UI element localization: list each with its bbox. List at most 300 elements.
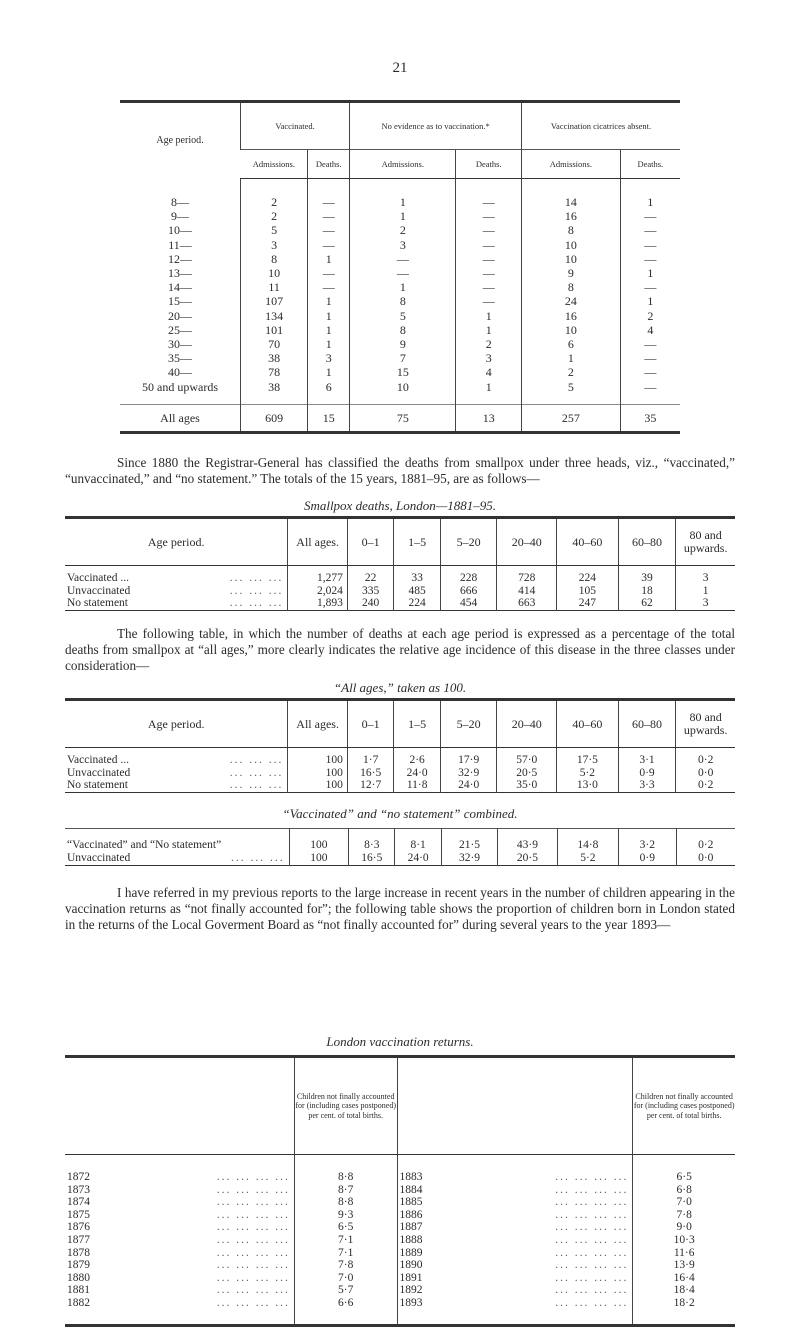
value-cell: 454 — [440, 597, 497, 610]
value-cell: 414 — [497, 585, 557, 598]
value-cell: — — [308, 223, 350, 237]
year-cell — [65, 1209, 294, 1222]
table-row — [120, 209, 680, 223]
year-cell — [397, 1196, 633, 1209]
value-cell: 3·1 — [618, 748, 676, 767]
value-cell: 11 — [241, 280, 308, 294]
smallpox-deaths-body — [65, 566, 735, 611]
combined-body — [65, 829, 735, 866]
age-cell: 11— — [168, 237, 192, 252]
value-cell: 32·9 — [441, 852, 497, 866]
value-cell: 2 — [620, 309, 680, 323]
value-cell: 663 — [497, 597, 557, 610]
value-cell: 33 — [394, 566, 440, 585]
table-header-row — [65, 700, 735, 748]
total-value: 75 — [350, 404, 456, 432]
value-cell: 70 — [241, 337, 308, 351]
row-label: Unvaccinated — [67, 852, 131, 864]
value-cell: 32·9 — [440, 767, 497, 780]
value-cell: 1 — [620, 266, 680, 280]
spacer-cell — [350, 394, 456, 405]
column-header: 60–80 — [618, 518, 676, 566]
caption-all-ages: “All ages,” taken as 100. — [333, 680, 467, 695]
value-cell: 8 — [350, 323, 456, 337]
percent-value: 6·5 — [633, 1155, 735, 1184]
value-cell: 224 — [394, 597, 440, 610]
value-cell: 3 — [456, 351, 522, 365]
value-cell: 12·7 — [347, 779, 393, 792]
value-cell: 0·9 — [618, 767, 676, 780]
value-cell: 2·6 — [394, 748, 440, 767]
value-cell: 240 — [347, 597, 393, 610]
percent-value: 8·8 — [294, 1196, 397, 1209]
caption-combined: “Vaccinated” and “no statement” combined. — [282, 806, 518, 821]
value-cell: 100 — [289, 829, 348, 853]
leader-dots: ... ... ... ... — [216, 1296, 290, 1309]
deaths-header: Deaths. — [620, 150, 680, 179]
value-cell: 335 — [347, 585, 393, 598]
value-cell: 3 — [308, 351, 350, 365]
year-label: 1886 — [399, 1208, 423, 1221]
table-row — [65, 1221, 735, 1234]
value-cell: 101 — [241, 323, 308, 337]
table-row — [120, 309, 680, 323]
year-cell — [65, 1297, 294, 1325]
paragraph-percentage: The following table, in which the number of deaths at each age period is expressed as a percentage of the total deaths from smallpox at “all ages,” more clearly indicates the relative age incidence of this disease in the three classes under consideration— — [65, 626, 735, 673]
table-row — [65, 566, 735, 585]
age-cell: 13— — [168, 266, 192, 281]
column-header: 40–60 — [557, 700, 619, 748]
table-row — [120, 266, 680, 280]
value-cell: — — [456, 179, 522, 210]
age-cell: 12— — [168, 251, 192, 266]
row-label: No statement — [67, 779, 128, 791]
leader-dots: ... ... ... ... — [555, 1183, 629, 1196]
percent-value: 6·5 — [294, 1221, 397, 1234]
percent-header-right: Children not finally accounted for (including cases postponed) per cent. of total births. — [633, 1057, 735, 1155]
value-cell: — — [620, 351, 680, 365]
table-row — [65, 852, 735, 866]
year-cell — [65, 1196, 294, 1209]
table-header-row — [65, 518, 735, 566]
percent-value: 6·6 — [294, 1297, 397, 1325]
value-cell: 1 — [350, 179, 456, 210]
value-cell: 1 — [456, 323, 522, 337]
leader-dots: ... ... ... ... — [555, 1284, 629, 1297]
value-cell: — — [456, 252, 522, 266]
value-cell: — — [620, 238, 680, 252]
value-cell: 1 — [308, 252, 350, 266]
age-vaccination-body — [120, 179, 680, 433]
value-cell: 14·8 — [557, 829, 618, 853]
leader-dots: ... ... ... — [229, 597, 284, 609]
paragraph-registrar: Since 1880 the Registrar-General has classified the deaths from smallpox under three heads, viz., “vaccinated,” “unvaccinated,” and “no statement.” The totals of the 15 years, 1881–95, are as follows— — [65, 455, 735, 486]
value-cell: 3 — [676, 566, 735, 585]
value-cell: 100 — [289, 852, 348, 866]
value-cell: 3 — [241, 238, 308, 252]
total-value: 609 — [241, 404, 308, 432]
age-cell: 10— — [168, 223, 192, 238]
leader-dots: ... ... ... ... — [216, 1246, 290, 1259]
leader-dots: ... ... ... ... — [555, 1171, 629, 1183]
row-label-cell — [65, 829, 289, 853]
total-value: 257 — [522, 404, 621, 432]
table-row — [65, 1155, 735, 1184]
year-label: 1881 — [67, 1284, 90, 1297]
value-cell: 20·5 — [497, 767, 557, 780]
age-cell: 35— — [168, 351, 192, 366]
column-header: All ages. — [288, 700, 348, 748]
admissions-header: Admissions. — [350, 150, 456, 179]
value-cell: 485 — [394, 585, 440, 598]
leader-dots: ... ... ... ... — [216, 1221, 290, 1234]
column-header: 0–1 — [347, 700, 393, 748]
percent-value: 7·1 — [294, 1234, 397, 1247]
column-header: 0–1 — [347, 518, 393, 566]
leader-dots: ... ... ... ... — [555, 1259, 629, 1272]
column-header: 40–60 — [557, 518, 619, 566]
percent-value: 6·8 — [633, 1184, 735, 1197]
row-label: No statement — [67, 597, 128, 609]
column-header: 60–80 — [618, 700, 676, 748]
year-label: 1893 — [399, 1296, 423, 1309]
percent-value: 8·8 — [294, 1155, 397, 1184]
leader-dots: ... ... ... ... — [216, 1171, 290, 1183]
value-cell: — — [350, 252, 456, 266]
age-period-header: Age period. — [120, 102, 241, 179]
age-cell: 25— — [168, 322, 192, 337]
leader-dots: ... ... ... ... — [216, 1259, 290, 1272]
value-cell: — — [620, 337, 680, 351]
value-cell: — — [620, 379, 680, 393]
value-cell: 10 — [522, 252, 621, 266]
age-cell: 30— — [168, 336, 192, 351]
value-cell: 8 — [350, 294, 456, 308]
value-cell: 16·5 — [349, 852, 395, 866]
year-label: 1872 — [67, 1171, 90, 1183]
table-row — [65, 767, 735, 780]
value-cell: — — [308, 266, 350, 280]
leader-dots: ... ... ... ... — [555, 1208, 629, 1221]
value-cell: — — [620, 209, 680, 223]
year-label: 1892 — [399, 1284, 423, 1297]
value-cell: 5 — [241, 223, 308, 237]
value-cell: 38 — [241, 351, 308, 365]
table-row — [65, 1234, 735, 1247]
value-cell: — — [620, 223, 680, 237]
table-row — [65, 779, 735, 792]
value-cell: 5·2 — [557, 767, 619, 780]
value-cell: — — [308, 238, 350, 252]
percent-value: 8·7 — [294, 1184, 397, 1197]
value-cell: 1 — [620, 179, 680, 210]
row-label: Vaccinated ... — [67, 572, 129, 584]
percent-value: 13·9 — [633, 1259, 735, 1272]
deaths-header: Deaths. — [456, 150, 522, 179]
percent-value: 10·3 — [633, 1234, 735, 1247]
total-value: 13 — [456, 404, 522, 432]
year-cell — [397, 1221, 633, 1234]
table-row — [120, 179, 680, 210]
year-label: 1878 — [67, 1246, 90, 1259]
total-label: All ages — [120, 404, 241, 432]
value-cell: 0·2 — [676, 748, 735, 767]
value-cell: 35·0 — [497, 779, 557, 792]
total-value: 15 — [308, 404, 350, 432]
value-cell: 8 — [522, 280, 621, 294]
value-cell: 10 — [522, 323, 621, 337]
leader-dots: ... ... ... — [229, 779, 284, 791]
london-vaccination-body — [65, 1155, 735, 1326]
value-cell: 2 — [241, 209, 308, 223]
value-cell: 10 — [241, 266, 308, 280]
value-cell: 1 — [308, 309, 350, 323]
year-label: 1874 — [67, 1196, 90, 1209]
row-label: Vaccinated ... — [67, 754, 129, 766]
value-cell: 16·5 — [347, 767, 393, 780]
value-cell: 2 — [456, 337, 522, 351]
value-cell: 1 — [308, 294, 350, 308]
percent-value: 7·0 — [633, 1196, 735, 1209]
year-cell — [65, 1184, 294, 1197]
caption-london-returns: London vaccination returns. — [326, 1034, 474, 1049]
table-row — [65, 1259, 735, 1272]
year-label: 1888 — [399, 1233, 423, 1246]
age-cell: 40— — [168, 365, 192, 380]
year-cell — [65, 1247, 294, 1260]
admissions-header: Admissions. — [522, 150, 621, 179]
value-cell: 17·9 — [440, 748, 497, 767]
year-header-left — [65, 1057, 294, 1155]
leader-dots: ... ... ... ... — [216, 1233, 290, 1246]
year-label: 1879 — [67, 1259, 90, 1272]
year-label: 1887 — [399, 1221, 423, 1234]
value-cell: — — [456, 266, 522, 280]
value-cell: 13·0 — [557, 779, 619, 792]
value-cell: — — [308, 179, 350, 210]
no-evidence-group-header: No evidence as to vaccination.* — [350, 102, 522, 150]
value-cell: 247 — [557, 597, 619, 610]
value-cell: 9 — [350, 337, 456, 351]
year-label: 1877 — [67, 1233, 90, 1246]
table-row — [65, 1196, 735, 1209]
year-label: 1891 — [399, 1271, 423, 1284]
value-cell: 38 — [241, 379, 308, 393]
year-cell — [65, 1259, 294, 1272]
year-cell — [65, 1284, 294, 1297]
value-cell: — — [350, 266, 456, 280]
value-cell: 0·2 — [676, 829, 735, 853]
value-cell: 18 — [618, 585, 676, 598]
value-cell: 21·5 — [441, 829, 497, 853]
year-label: 1890 — [399, 1259, 423, 1272]
year-cell — [397, 1284, 633, 1297]
value-cell: 134 — [241, 309, 308, 323]
value-cell: 5 — [350, 309, 456, 323]
column-header: 5–20 — [440, 518, 497, 566]
value-cell: 15 — [350, 365, 456, 379]
percent-value: 18·4 — [633, 1284, 735, 1297]
value-cell: 100 — [288, 779, 348, 792]
value-cell: 8·1 — [395, 829, 441, 853]
value-cell: 10 — [350, 379, 456, 393]
caption-smallpox-deaths: Smallpox deaths, London—1881–95. — [303, 498, 497, 513]
value-cell: 105 — [557, 585, 619, 598]
table-row — [65, 748, 735, 767]
value-cell: 22 — [347, 566, 393, 585]
leader-dots: ... ... ... — [229, 766, 284, 779]
spacer-cell — [620, 394, 680, 405]
year-cell — [397, 1297, 633, 1325]
spacer-cell — [522, 394, 621, 405]
column-header: 1–5 — [394, 700, 440, 748]
paragraph-vaccination-returns: I have referred in my previous reports to the large increase in recent years in the number of children appearing in the vaccination returns as “not finally accounted for”; the following table shows the proportion of children born in London stated in the returns of the Local Goverment Board as “not finally accounted for” during several years to the year 1893— — [65, 885, 735, 932]
value-cell: 1 — [456, 379, 522, 393]
percent-value: 11·6 — [633, 1247, 735, 1260]
percent-value: 9·3 — [294, 1209, 397, 1222]
table-row — [65, 1272, 735, 1285]
row-label-cell — [65, 597, 288, 610]
leader-dots: ... ... ... ... — [216, 1208, 290, 1221]
year-cell — [397, 1247, 633, 1260]
row-label-cell — [65, 748, 288, 767]
table-row — [120, 280, 680, 294]
value-cell: — — [456, 280, 522, 294]
table-row — [120, 294, 680, 308]
percent-value: 7·1 — [294, 1247, 397, 1260]
year-label: 1885 — [399, 1196, 423, 1209]
column-header: 1–5 — [394, 518, 440, 566]
year-cell — [65, 1155, 294, 1184]
percent-value: 5·7 — [294, 1284, 397, 1297]
leader-dots: ... ... ... ... — [555, 1246, 629, 1259]
value-cell: 728 — [497, 566, 557, 585]
value-cell: 10 — [522, 238, 621, 252]
value-cell: 2 — [241, 179, 308, 210]
value-cell: 4 — [456, 365, 522, 379]
table-row — [65, 1297, 735, 1325]
value-cell: 6 — [308, 379, 350, 393]
table-row — [120, 223, 680, 237]
value-cell: 3·2 — [619, 829, 676, 853]
value-cell: 1 — [308, 323, 350, 337]
table-row — [65, 1184, 735, 1197]
year-cell — [65, 1234, 294, 1247]
year-label: 1884 — [399, 1183, 423, 1196]
year-label: 1883 — [399, 1171, 423, 1183]
leader-dots: ... ... ... ... — [555, 1271, 629, 1284]
percent-value: 7·8 — [633, 1209, 735, 1222]
column-header: 80 and upwards. — [676, 700, 735, 748]
table-row — [120, 365, 680, 379]
percent-value: 18·2 — [633, 1297, 735, 1325]
table-row — [65, 1284, 735, 1297]
value-cell: — — [456, 238, 522, 252]
value-cell: 0·0 — [676, 767, 735, 780]
percent-value: 7·0 — [294, 1272, 397, 1285]
value-cell: 62 — [618, 597, 676, 610]
table-row — [65, 829, 735, 853]
combined-table — [65, 828, 735, 866]
value-cell: 1 — [676, 585, 735, 598]
year-cell — [397, 1184, 633, 1197]
table-row — [120, 379, 680, 393]
age-cell: 15— — [168, 294, 192, 309]
year-header-right — [397, 1057, 633, 1155]
value-cell: 1·7 — [347, 748, 393, 767]
value-cell: 78 — [241, 365, 308, 379]
value-cell: 2 — [350, 223, 456, 237]
year-label: 1875 — [67, 1208, 90, 1221]
value-cell: 5·2 — [557, 852, 618, 866]
year-label: 1876 — [67, 1221, 90, 1234]
table-row — [65, 585, 735, 598]
spacer-cell — [120, 394, 241, 405]
table-row — [120, 252, 680, 266]
leader-dots: ... ... ... ... — [555, 1233, 629, 1246]
column-header: 20–40 — [497, 518, 557, 566]
value-cell: 0·2 — [676, 779, 735, 792]
leader-dots: ... ... ... ... — [216, 1284, 290, 1297]
age-cell: 8— — [171, 194, 189, 209]
year-cell — [397, 1272, 633, 1285]
value-cell: 1 — [456, 309, 522, 323]
value-cell: 1 — [522, 351, 621, 365]
value-cell: 43·9 — [498, 829, 557, 853]
total-row — [120, 404, 680, 432]
row-label: Unvaccinated — [67, 584, 131, 597]
value-cell: 57·0 — [497, 748, 557, 767]
value-cell: — — [456, 294, 522, 308]
row-label-cell — [65, 585, 288, 598]
row-label-cell — [65, 767, 288, 780]
age-vaccination-table — [120, 100, 680, 434]
leader-dots: ... ... ... ... — [555, 1196, 629, 1209]
year-cell — [397, 1155, 633, 1184]
column-header: 20–40 — [497, 700, 557, 748]
year-label: 1889 — [399, 1246, 423, 1259]
value-cell: 1 — [350, 280, 456, 294]
vaccinated-group-header: Vaccinated. — [241, 102, 350, 150]
value-cell: — — [308, 280, 350, 294]
row-label-cell — [65, 566, 288, 585]
value-cell: 1,277 — [288, 566, 348, 585]
value-cell: 8 — [241, 252, 308, 266]
value-cell: 24 — [522, 294, 621, 308]
year-cell — [65, 1221, 294, 1234]
value-cell: 24·0 — [440, 779, 497, 792]
column-header: Age period. — [65, 700, 288, 748]
percent-value: 9·0 — [633, 1221, 735, 1234]
page-number: 21 — [392, 60, 408, 76]
value-cell: — — [620, 252, 680, 266]
leader-dots: ... ... ... ... — [555, 1221, 629, 1234]
value-cell: 17·5 — [557, 748, 619, 767]
column-header: 5–20 — [440, 700, 497, 748]
value-cell: 8·3 — [349, 829, 395, 853]
value-cell: — — [620, 365, 680, 379]
value-cell: 16 — [522, 309, 621, 323]
value-cell: 24·0 — [395, 852, 441, 866]
spacer-cell — [241, 394, 308, 405]
percentage-table — [65, 698, 735, 793]
smallpox-deaths-table — [65, 516, 735, 611]
table-row — [65, 597, 735, 610]
value-cell: 1 — [308, 365, 350, 379]
leader-dots: ... ... ... ... — [216, 1196, 290, 1209]
percentage-body — [65, 748, 735, 793]
value-cell: 228 — [440, 566, 497, 585]
